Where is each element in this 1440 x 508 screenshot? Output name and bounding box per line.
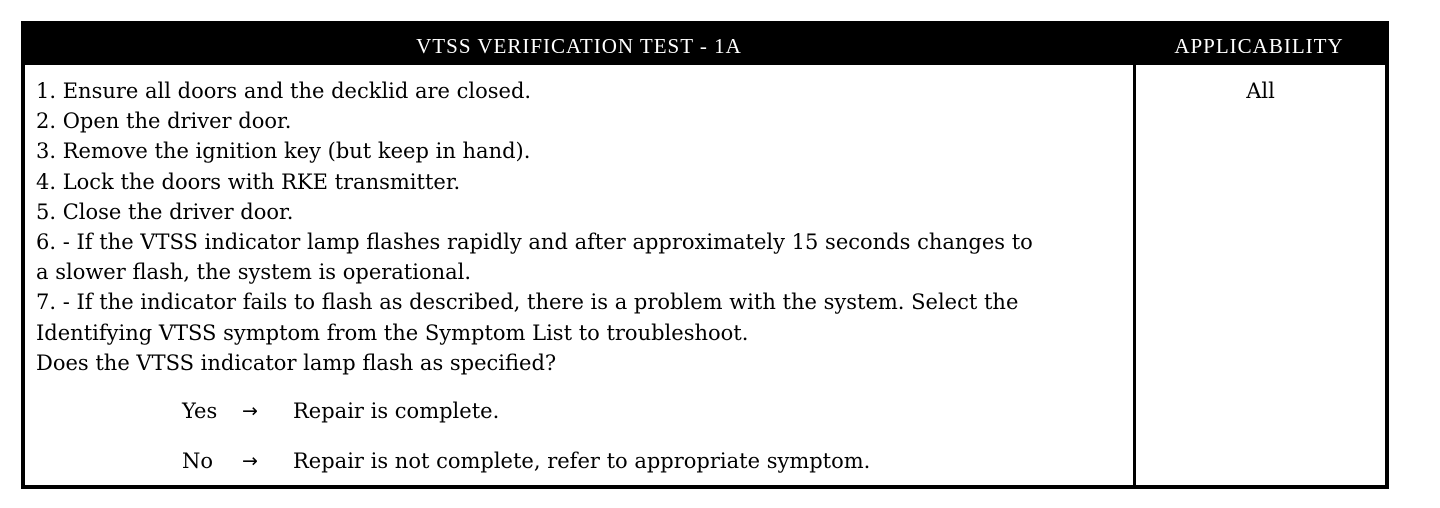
right-arrow-icon: → [242, 450, 258, 472]
answer-no [182, 446, 1082, 476]
step-line: 4. Lock the doors with RKE transmitter. [36, 169, 461, 194]
verification-test-table [21, 21, 1389, 489]
answer-yes [182, 396, 1082, 426]
right-arrow-icon: → [242, 400, 258, 422]
step-line: 1. Ensure all doors and the decklid are closed. [36, 79, 532, 103]
step-line: a slower flash, the system is operational. [36, 260, 472, 285]
test-steps [36, 76, 1131, 378]
column-divider [1133, 65, 1136, 489]
step-line: 5. Close the driver door. [36, 199, 294, 224]
test-title: VTSS VERIFICATION TEST - 1A [416, 34, 742, 58]
answer-yes-result: Repair is complete. [293, 399, 500, 423]
applicability-value: All [1246, 79, 1275, 103]
question-line: Does the VTSS indicator lamp flash as specified? [36, 350, 557, 375]
answer-no-result: Repair is not complete, refer to appropriate symptom. [293, 449, 871, 473]
step-line: Identifying VTSS symptom from the Symptom List to troubleshoot. [36, 320, 749, 345]
applicability-heading: APPLICABILITY [1174, 34, 1344, 58]
step-line: 2. Open the driver door. [36, 109, 292, 134]
answer-yes-label: Yes [182, 399, 218, 423]
step-line: 6. - If the VTSS indicator lamp flashes rapidly and after approximately 15 seconds changes to [36, 229, 1033, 254]
answer-no-label: No [182, 449, 214, 473]
step-line: 7. - If the indicator fails to flash as described, there is a problem with the system. Select the [36, 290, 1019, 315]
step-line: 3. Remove the ignition key (but keep in hand). [36, 139, 531, 164]
table-header-row [25, 25, 1385, 65]
